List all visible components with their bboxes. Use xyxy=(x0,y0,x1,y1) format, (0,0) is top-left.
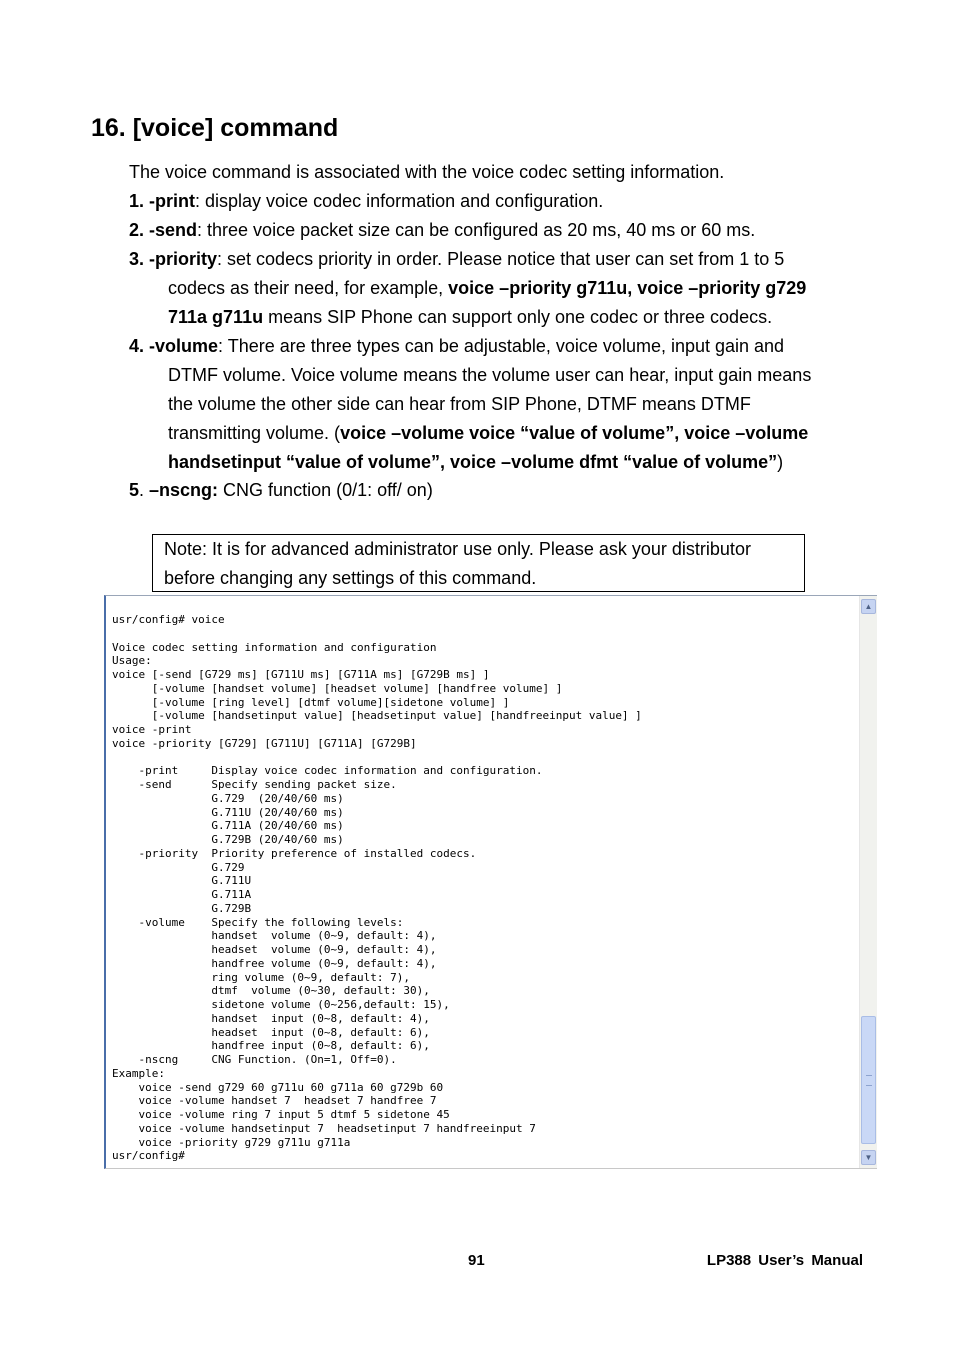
continuation-example: 711a g711u xyxy=(168,307,264,327)
terminal-line: dtmf volume (0~30, default: 30), xyxy=(112,984,430,998)
terminal-line: Voice codec setting information and configuration xyxy=(112,640,437,654)
terminal-line: G.711A (20/40/60 ms) xyxy=(112,819,344,833)
item-term: -priority xyxy=(144,249,218,269)
note-line: Note: It is for advanced administrator use only. Please ask your distributor xyxy=(164,539,751,559)
continuation-text: codecs as their need, for example, xyxy=(168,278,449,298)
item-text: : There are three types can be adjustable, voice volume, input gain and xyxy=(218,336,785,356)
terminal-line: voice -volume handsetinput 7 headsetinput 7 handfreeinput 7 xyxy=(112,1121,536,1135)
item-text: : display voice codec information and configuration. xyxy=(195,191,604,211)
item-continuation xyxy=(129,274,869,303)
item-continuation xyxy=(129,448,869,477)
terminal-output xyxy=(112,613,642,1163)
terminal-line: voice -priority g729 g711u g711a xyxy=(112,1135,351,1149)
item-term: -send xyxy=(144,220,198,240)
terminal-line: G.729 xyxy=(112,860,245,874)
grip-icon xyxy=(866,1075,872,1086)
item-text: CNG function (0/1: off/ on) xyxy=(218,480,433,500)
admin-note-box xyxy=(152,534,805,592)
terminal-line: handset volume (0~9, default: 4), xyxy=(112,929,437,943)
terminal-line: G.711A xyxy=(112,888,252,901)
terminal-line: voice -send g729 60 g711u 60 g711a 60 g729b 60 xyxy=(112,1080,444,1094)
list-item-print xyxy=(129,187,869,216)
terminal-line: G.711U (20/40/60 ms) xyxy=(112,805,344,819)
terminal-line: headset volume (0~9, default: 4), xyxy=(112,943,437,956)
item-continuation: the volume the other side can hear from SIP Phone, DTMF means DTMF xyxy=(168,394,751,414)
item-number: 4. xyxy=(129,336,145,356)
item-number: 5 xyxy=(129,480,140,500)
terminal-line: [-volume [ring level] [dtmf volume][sidetone volume] ] xyxy=(112,695,510,709)
terminal-line: handfree input (0~8, default: 6), xyxy=(112,1039,430,1053)
vertical-scrollbar[interactable] xyxy=(859,596,877,1168)
item-continuation: DTMF volume. Voice volume means the volume user can hear, input gain means xyxy=(168,365,812,385)
terminal-line: [-volume [handsetinput value] [headsetinput value] [handfreeinput value] ] xyxy=(112,709,642,723)
terminal-line: -print Display voice codec information and configuration. xyxy=(112,764,543,778)
terminal-line: G.729 (20/40/60 ms) xyxy=(112,791,344,805)
continuation-text: ) xyxy=(777,452,784,472)
terminal-line: handfree volume (0~9, default: 4), xyxy=(112,956,437,970)
continuation-example: voice –volume voice “value of volume”, voice –volume xyxy=(340,423,809,443)
terminal-line: voice -volume handset 7 headset 7 handfree 7 xyxy=(112,1094,437,1108)
continuation-example: voice –priority g711u, voice –priority g729 xyxy=(448,278,807,298)
terminal-line: -volume Specify the following levels: xyxy=(112,915,404,929)
continuation-text: transmitting volume. ( xyxy=(168,423,341,443)
item-text: : set codecs priority in order. Please notice that user can set from 1 to 5 xyxy=(217,249,785,269)
item-term: -volume xyxy=(144,336,219,356)
terminal-line: G.729B (20/40/60 ms) xyxy=(112,833,344,846)
terminal-line: usr/config# xyxy=(112,1149,185,1163)
terminal-line: Example: xyxy=(112,1066,165,1080)
list-item-send xyxy=(129,216,869,245)
terminal-line: -priority Priority preference of installed codecs. xyxy=(112,846,477,860)
terminal-line: -nscng CNG Function. (On=1, Off=0). xyxy=(112,1053,397,1066)
item-number: 3. xyxy=(129,249,145,269)
terminal-line: G.711U xyxy=(112,874,252,888)
terminal-line: voice -priority [G729] [G711U] [G711A] [G729B] xyxy=(112,736,417,750)
item-separator: . xyxy=(139,480,150,500)
terminal-line: Usage: xyxy=(112,654,152,668)
continuation-example: handsetinput “value of volume”, voice –volume dfmt “value of volume” xyxy=(168,452,778,472)
continuation-text: means SIP Phone can support only one codec or three codecs. xyxy=(263,307,773,327)
list-item-volume xyxy=(129,332,869,477)
terminal-line: headset input (0~8, default: 6), xyxy=(112,1025,430,1039)
intro-paragraph xyxy=(129,158,869,187)
item-text: : three voice packet size can be configured as 20 ms, 40 ms or 60 ms. xyxy=(197,220,756,240)
item-continuation xyxy=(129,303,869,332)
item-continuation xyxy=(129,419,869,448)
terminal-line: usr/config# voice xyxy=(112,613,225,626)
terminal-line: voice [-send [G729 ms] [G711U ms] [G711A ms] [G729B ms] ] xyxy=(112,668,490,681)
terminal-line: voice -volume ring 7 input 5 dtmf 5 sidetone 45 xyxy=(112,1108,450,1121)
terminal-line: -send Specify sending packet size. xyxy=(112,778,397,791)
list-item-nscng xyxy=(129,476,869,505)
terminal-line: sidetone volume (0~256,default: 15), xyxy=(112,998,450,1011)
scroll-down-arrow-icon[interactable]: ▼ xyxy=(861,1150,876,1165)
item-term: -print xyxy=(144,191,196,211)
terminal-line: handset input (0~8, default: 4), xyxy=(112,1011,430,1025)
list-item-priority xyxy=(129,245,869,332)
page-number: 91 xyxy=(468,1252,485,1269)
manual-title: LP388 User’s Manual xyxy=(706,1252,863,1269)
terminal-line: ring volume (0~9, default: 7), xyxy=(112,970,411,984)
terminal-line: [-volume [handset volume] [headset volume] [handfree volume] ] xyxy=(112,681,563,695)
terminal-screenshot xyxy=(104,595,877,1169)
intro-text: The voice command is associated with the voice codec setting information. xyxy=(129,162,725,182)
terminal-line: G.729B xyxy=(112,901,252,915)
section-heading: 16. [voice] command xyxy=(91,114,339,142)
item-term: –nscng: xyxy=(149,480,219,500)
item-number: 2. xyxy=(129,220,145,240)
item-number: 1. xyxy=(129,191,145,211)
note-line: before changing any settings of this command. xyxy=(164,568,537,588)
scrollbar-thumb[interactable] xyxy=(861,1016,876,1144)
terminal-line: voice -print xyxy=(112,723,192,736)
scroll-up-arrow-icon[interactable]: ▲ xyxy=(861,599,876,614)
